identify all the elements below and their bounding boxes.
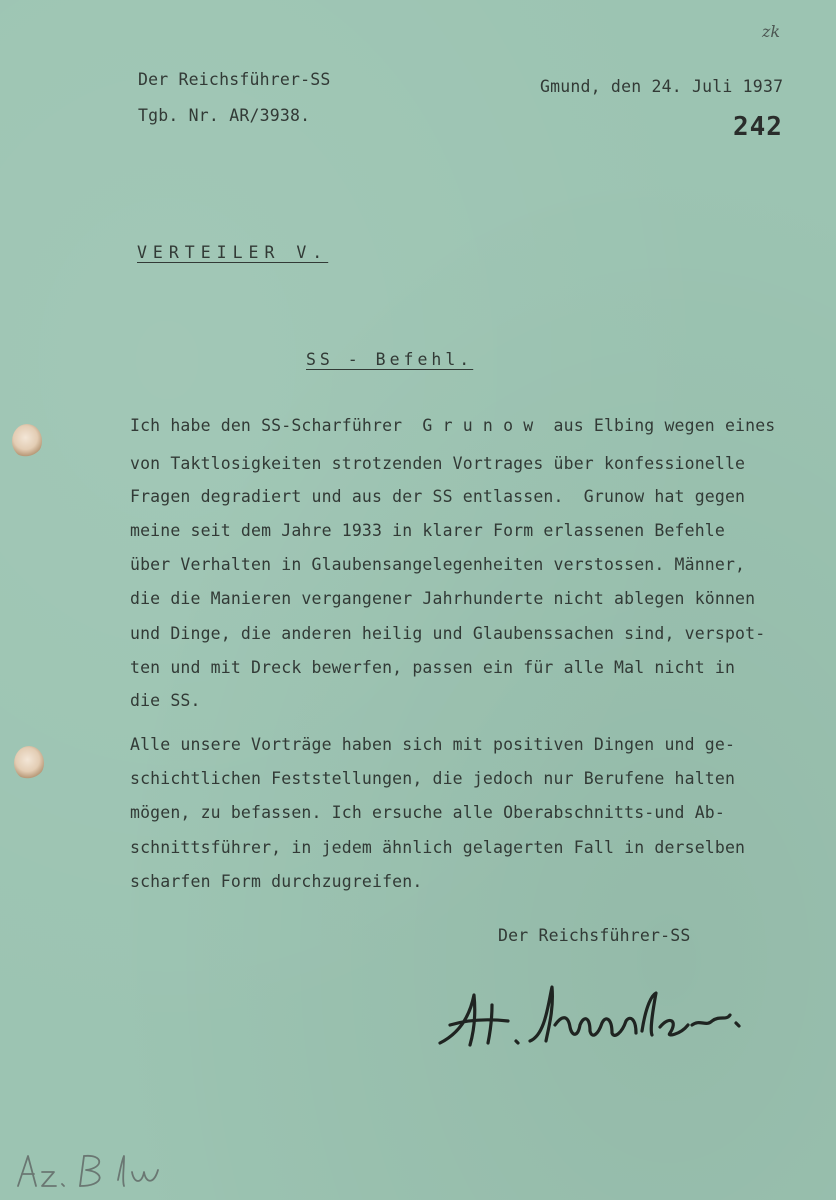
corner-pencil-note: zk xyxy=(762,22,781,41)
paragraph-1-line: meine seit dem Jahre 1933 in klarer Form erlassenen Befehle xyxy=(130,521,725,540)
sender-line: Der Reichsführer-SS xyxy=(138,70,331,89)
order-title: SS - Befehl. xyxy=(306,350,474,369)
paragraph-2-line: scharfen Form durchzugreifen. xyxy=(130,872,423,891)
paragraph-1-line: und Dinge, die anderen heilig und Glaubenssachen sind, verspot- xyxy=(130,624,766,643)
paragraph-1-line: die SS. xyxy=(130,691,201,710)
paragraph-2-line: schnittsführer, in jedem ähnlich gelagerten Fall in derselben xyxy=(130,838,746,857)
pencil-margin-note xyxy=(14,1150,184,1190)
archive-number: 242 xyxy=(733,112,783,142)
place-date: Gmund, den 24. Juli 1937 xyxy=(540,77,784,96)
paragraph-1-line: ten und mit Dreck bewerfen, passen ein für alle Mal nicht in xyxy=(130,658,736,677)
paragraph-1-line: von Taktlosigkeiten strotzenden Vortrages über konfessionelle xyxy=(130,454,746,473)
punch-hole xyxy=(12,424,42,458)
reference-number: Tgb. Nr. AR/3938. xyxy=(138,106,311,125)
paragraph-2-line: mögen, zu befassen. Ich ersuche alle Oberabschnitts-und Ab- xyxy=(130,803,725,822)
handwritten-signature xyxy=(430,975,760,1055)
punch-hole xyxy=(14,746,44,780)
distribution-heading: VERTEILER V. xyxy=(137,243,329,262)
paragraph-1-line: Fragen degradiert und aus der SS entlassen. Grunow hat gegen xyxy=(130,487,746,506)
closing-title: Der Reichsführer-SS xyxy=(498,926,691,945)
paragraph-2-line: Alle unsere Vorträge haben sich mit positiven Dingen und ge- xyxy=(130,735,736,754)
paragraph-1-line: die die Manieren vergangener Jahrhunderte nicht ablegen können xyxy=(130,589,756,608)
paragraph-1-line: Ich habe den SS-Scharführer G r u n o w aus Elbing wegen eines xyxy=(130,416,776,435)
paragraph-2-line: schichtlichen Feststellungen, die jedoch nur Berufene halten xyxy=(130,769,736,788)
paragraph-1-line: über Verhalten in Glaubensangelegenheiten verstossen. Männer, xyxy=(130,555,746,574)
